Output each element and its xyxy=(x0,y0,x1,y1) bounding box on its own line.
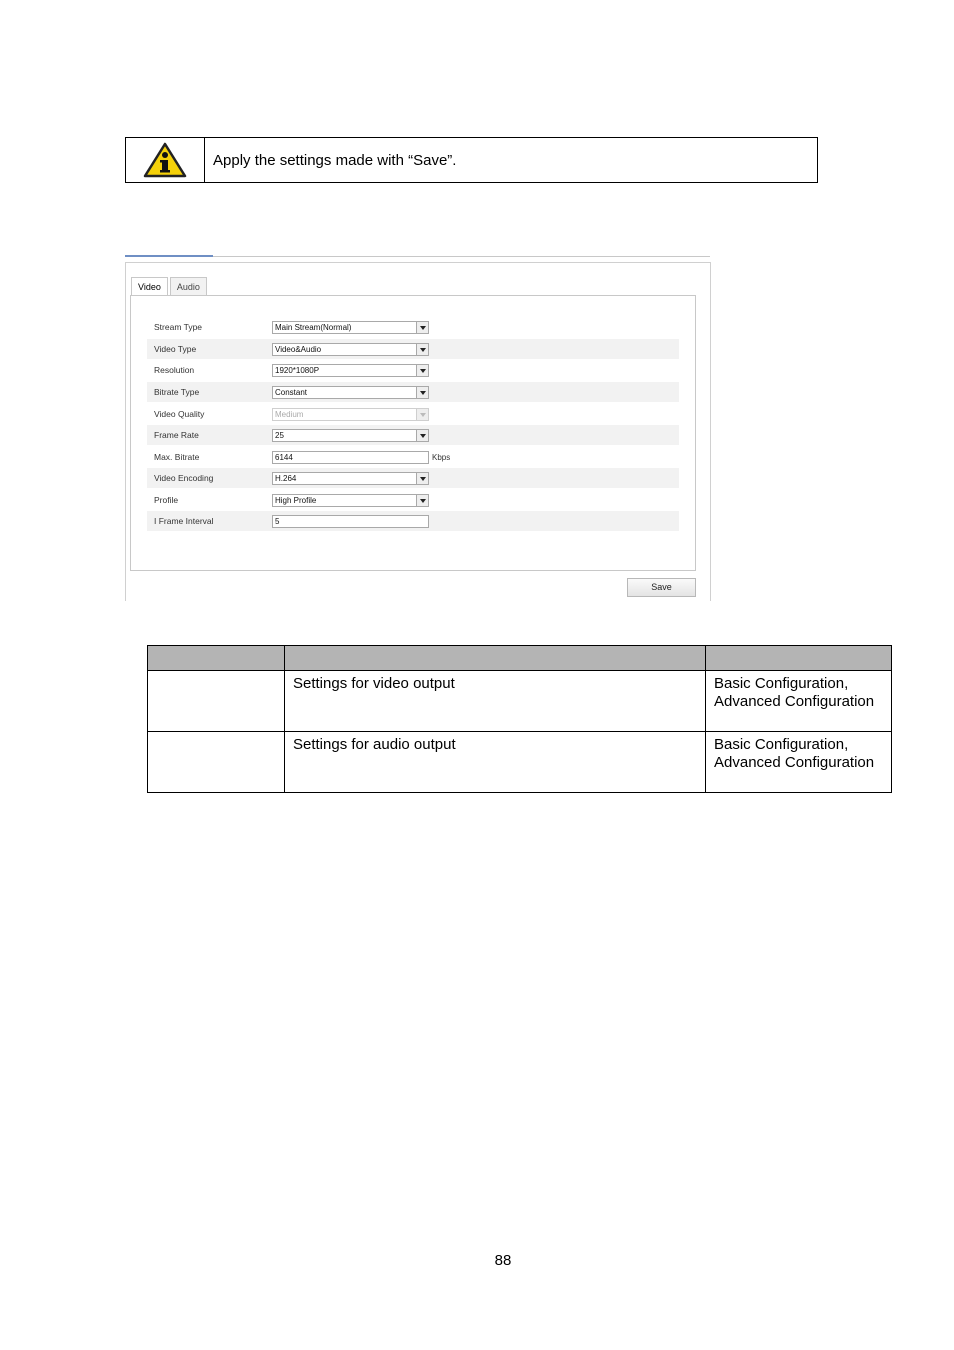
stream-type-label: Stream Type xyxy=(154,322,203,332)
ui-top-accent xyxy=(125,255,213,257)
row-max-bitrate xyxy=(147,447,679,467)
table-cell-name xyxy=(148,732,285,793)
tab-video[interactable]: Video xyxy=(131,277,168,297)
row-bitrate-type xyxy=(147,382,679,402)
page-number: 88 xyxy=(494,1252,512,1269)
max-bitrate-unit: Kbps xyxy=(432,452,451,462)
table-row xyxy=(148,671,892,732)
max-bitrate-input[interactable]: 6144 xyxy=(272,451,429,464)
chevron-down-icon[interactable] xyxy=(416,365,428,376)
table-header-cell xyxy=(285,646,706,671)
table-cell-mode: Basic Configuration, Advanced Configuration xyxy=(706,671,892,732)
table-cell-mode: Basic Configuration, Advanced Configuration xyxy=(706,732,892,793)
video-encoding-select[interactable] xyxy=(272,472,429,485)
note-text: Apply the settings made with “Save”. xyxy=(213,151,457,169)
row-profile xyxy=(147,490,679,510)
video-settings-panel xyxy=(130,295,696,571)
profile-label: Profile xyxy=(154,495,179,505)
chevron-down-icon[interactable] xyxy=(416,387,428,398)
resolution-select[interactable] xyxy=(272,364,429,377)
row-frame-rate xyxy=(147,425,679,445)
profile-select[interactable] xyxy=(272,494,429,507)
row-video-quality xyxy=(147,404,679,424)
frame-rate-label: Frame Rate xyxy=(154,430,199,440)
row-video-encoding xyxy=(147,468,679,488)
chevron-down-icon xyxy=(416,409,428,420)
chevron-down-icon[interactable] xyxy=(416,473,428,484)
stream-type-select[interactable] xyxy=(272,321,429,334)
row-video-type xyxy=(147,339,679,359)
table-row xyxy=(148,732,892,793)
bitrate-type-label: Bitrate Type xyxy=(154,387,200,397)
table-cell-name xyxy=(148,671,285,732)
chevron-down-icon[interactable] xyxy=(416,344,428,355)
save-button[interactable]: Save xyxy=(627,578,696,597)
settings-tabs xyxy=(131,277,209,296)
i-frame-interval-label: I Frame Interval xyxy=(154,516,214,526)
table-cell-description: Settings for audio output xyxy=(285,732,706,793)
resolution-value: 1920*1080P xyxy=(275,365,320,375)
tab-audio[interactable]: Audio xyxy=(170,277,207,296)
row-resolution xyxy=(147,360,679,380)
video-encoding-value: H.264 xyxy=(275,473,297,483)
info-warning-icon xyxy=(143,142,187,178)
info-note xyxy=(125,137,818,183)
row-stream-type xyxy=(147,317,679,337)
video-quality-select xyxy=(272,408,429,421)
table-header-cell xyxy=(706,646,892,671)
video-type-label: Video Type xyxy=(154,344,197,354)
video-type-select[interactable] xyxy=(272,343,429,356)
i-frame-interval-input[interactable]: 5 xyxy=(272,515,429,528)
video-type-value: Video&Audio xyxy=(275,344,322,354)
video-quality-value: Medium xyxy=(275,409,304,419)
video-encoding-label: Video Encoding xyxy=(154,473,214,483)
chevron-down-icon[interactable] xyxy=(416,430,428,441)
table-header-cell xyxy=(148,646,285,671)
frame-rate-select[interactable] xyxy=(272,429,429,442)
frame-rate-value: 25 xyxy=(275,430,284,440)
chevron-down-icon[interactable] xyxy=(416,495,428,506)
resolution-label: Resolution xyxy=(154,365,195,375)
bitrate-type-select[interactable] xyxy=(272,386,429,399)
video-quality-label: Video Quality xyxy=(154,409,205,419)
stream-type-value: Main Stream(Normal) xyxy=(275,322,352,332)
bitrate-type-value: Constant xyxy=(275,387,308,397)
settings-table xyxy=(147,645,892,793)
profile-value: High Profile xyxy=(275,495,317,505)
row-i-frame-interval xyxy=(147,511,679,531)
max-bitrate-label: Max. Bitrate xyxy=(154,452,200,462)
chevron-down-icon[interactable] xyxy=(416,322,428,333)
table-cell-description: Settings for video output xyxy=(285,671,706,732)
info-icon-cell xyxy=(126,138,205,182)
table-header-row xyxy=(148,646,892,671)
